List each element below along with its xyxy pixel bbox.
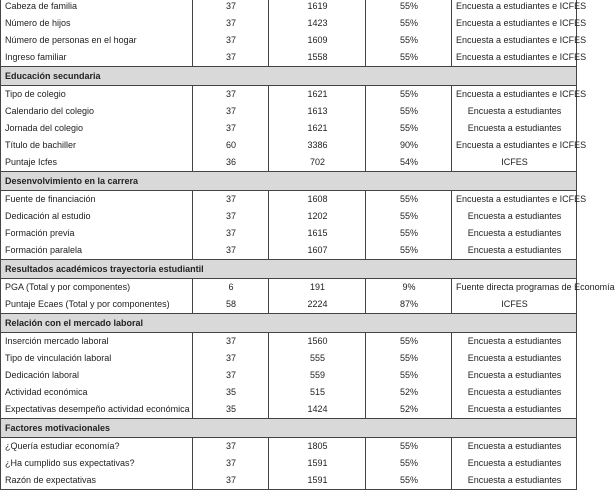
variable-cell: Expectativas desempeño actividad económica <box>1 401 193 419</box>
variable-cell: Ingreso familiar <box>1 49 193 67</box>
source-cell: Encuesta a estudiantes <box>452 472 577 490</box>
section-header-row <box>1 172 577 191</box>
percent-cell: 90% <box>366 137 452 154</box>
count-a-cell: 37 <box>193 438 269 456</box>
section-title: Desenvolvimiento en la carrera <box>1 172 577 191</box>
source-cell: Encuesta a estudiantes <box>452 120 577 137</box>
percent-cell: 55% <box>366 208 452 225</box>
count-b-cell: 555 <box>269 350 366 367</box>
percent-cell: 9% <box>366 279 452 297</box>
percent-cell: 55% <box>366 455 452 472</box>
count-a-cell: 35 <box>193 384 269 401</box>
table-row <box>1 384 577 401</box>
count-b-cell: 559 <box>269 367 366 384</box>
variable-cell: Tipo de vinculación laboral <box>1 350 193 367</box>
count-b-cell: 1607 <box>269 242 366 260</box>
count-a-cell: 37 <box>193 103 269 120</box>
source-cell: Encuesta a estudiantes e ICFES <box>452 86 577 104</box>
count-b-cell: 1619 <box>269 0 366 15</box>
count-b-cell: 1560 <box>269 333 366 351</box>
table-row <box>1 137 577 154</box>
count-a-cell: 37 <box>193 191 269 209</box>
count-b-cell: 515 <box>269 384 366 401</box>
table-row <box>1 367 577 384</box>
count-a-cell: 37 <box>193 242 269 260</box>
count-a-cell: 37 <box>193 86 269 104</box>
variable-cell: Título de bachiller <box>1 137 193 154</box>
count-a-cell: 6 <box>193 279 269 297</box>
source-cell: Encuesta a estudiantes <box>452 438 577 456</box>
percent-cell: 55% <box>366 32 452 49</box>
count-a-cell: 37 <box>193 455 269 472</box>
variable-cell: Actividad económica <box>1 384 193 401</box>
section-header-row <box>1 67 577 86</box>
percent-cell: 54% <box>366 154 452 172</box>
source-cell: Encuesta a estudiantes e ICFES <box>452 0 577 15</box>
table-row <box>1 15 577 32</box>
count-a-cell: 37 <box>193 0 269 15</box>
variable-cell: Fuente de financiación <box>1 191 193 209</box>
source-cell: Encuesta a estudiantes <box>452 333 577 351</box>
source-cell: Encuesta a estudiantes e ICFES <box>452 15 577 32</box>
table-row <box>1 225 577 242</box>
source-cell: Encuesta a estudiantes e ICFES <box>452 49 577 67</box>
count-a-cell: 37 <box>193 367 269 384</box>
percent-cell: 52% <box>366 401 452 419</box>
table-row <box>1 191 577 209</box>
source-cell: Encuesta a estudiantes e ICFES <box>452 137 577 154</box>
percent-cell: 55% <box>366 103 452 120</box>
table-row <box>1 0 577 15</box>
table-row <box>1 242 577 260</box>
section-title: Resultados académicos trayectoria estudiantil <box>1 260 577 279</box>
table-row <box>1 333 577 351</box>
count-a-cell: 37 <box>193 333 269 351</box>
count-b-cell: 1591 <box>269 455 366 472</box>
variable-cell: Inserción mercado laboral <box>1 333 193 351</box>
percent-cell: 87% <box>366 296 452 314</box>
source-cell: Encuesta a estudiantes <box>452 455 577 472</box>
count-b-cell: 1621 <box>269 120 366 137</box>
count-b-cell: 2224 <box>269 296 366 314</box>
count-b-cell: 1424 <box>269 401 366 419</box>
count-b-cell: 1608 <box>269 191 366 209</box>
variable-cell: Razón de expectativas <box>1 472 193 490</box>
section-title: Factores motivacionales <box>1 419 577 438</box>
source-cell: Encuesta a estudiantes <box>452 208 577 225</box>
variable-cell: Dedicación laboral <box>1 367 193 384</box>
count-a-cell: 60 <box>193 137 269 154</box>
count-a-cell: 36 <box>193 154 269 172</box>
percent-cell: 55% <box>366 438 452 456</box>
percent-cell: 55% <box>366 350 452 367</box>
variable-cell: Formación previa <box>1 225 193 242</box>
percent-cell: 52% <box>366 384 452 401</box>
percent-cell: 55% <box>366 120 452 137</box>
variable-cell: Número de hijos <box>1 15 193 32</box>
percent-cell: 55% <box>366 472 452 490</box>
count-b-cell: 1202 <box>269 208 366 225</box>
table-row <box>1 279 577 297</box>
source-cell: ICFES <box>452 296 577 314</box>
table-row <box>1 120 577 137</box>
percent-cell: 55% <box>366 191 452 209</box>
variable-cell: Puntaje Icfes <box>1 154 193 172</box>
count-b-cell: 1423 <box>269 15 366 32</box>
count-a-cell: 58 <box>193 296 269 314</box>
section-header-row <box>1 419 577 438</box>
variable-cell: PGA (Total y por componentes) <box>1 279 193 297</box>
percent-cell: 55% <box>366 367 452 384</box>
source-cell: ICFES <box>452 154 577 172</box>
count-a-cell: 37 <box>193 49 269 67</box>
table-row <box>1 438 577 456</box>
source-cell: Encuesta a estudiantes <box>452 401 577 419</box>
variable-cell: Calendario del colegio <box>1 103 193 120</box>
section-title: Relación con el mercado laboral <box>1 314 577 333</box>
table-row <box>1 472 577 490</box>
variable-cell: Puntaje Ecaes (Total y por componentes) <box>1 296 193 314</box>
source-cell: Encuesta a estudiantes <box>452 350 577 367</box>
count-a-cell: 37 <box>193 15 269 32</box>
table-row <box>1 208 577 225</box>
source-cell: Encuesta a estudiantes e ICFES <box>452 32 577 49</box>
count-b-cell: 1615 <box>269 225 366 242</box>
table-row <box>1 455 577 472</box>
table-row <box>1 49 577 67</box>
count-b-cell: 1591 <box>269 472 366 490</box>
count-b-cell: 1621 <box>269 86 366 104</box>
section-header-row <box>1 314 577 333</box>
count-b-cell: 702 <box>269 154 366 172</box>
variable-cell: ¿Quería estudiar economía? <box>1 438 193 456</box>
table-row <box>1 154 577 172</box>
count-a-cell: 37 <box>193 208 269 225</box>
source-cell: Encuesta a estudiantes <box>452 242 577 260</box>
variable-cell: Cabeza de familia <box>1 0 193 15</box>
section-header-row <box>1 260 577 279</box>
table-body <box>1 0 615 490</box>
count-b-cell: 1613 <box>269 103 366 120</box>
table-row <box>1 86 577 104</box>
count-b-cell: 1558 <box>269 49 366 67</box>
source-cell: Encuesta a estudiantes <box>452 384 577 401</box>
variable-cell: Tipo de colegio <box>1 86 193 104</box>
count-a-cell: 37 <box>193 350 269 367</box>
count-a-cell: 37 <box>193 225 269 242</box>
source-cell: Encuesta a estudiantes <box>452 367 577 384</box>
variable-cell: Dedicación al estudio <box>1 208 193 225</box>
count-a-cell: 35 <box>193 401 269 419</box>
count-b-cell: 1805 <box>269 438 366 456</box>
variable-cell: Número de personas en el hogar <box>1 32 193 49</box>
source-cell: Encuesta a estudiantes <box>452 103 577 120</box>
percent-cell: 55% <box>366 242 452 260</box>
variable-cell: Jornada del colegio <box>1 120 193 137</box>
count-b-cell: 3386 <box>269 137 366 154</box>
percent-cell: 55% <box>366 15 452 32</box>
source-cell: Fuente directa programas de Economía <box>452 279 577 297</box>
count-a-cell: 37 <box>193 32 269 49</box>
percent-cell: 55% <box>366 86 452 104</box>
source-cell: Encuesta a estudiantes <box>452 225 577 242</box>
table-row <box>1 103 577 120</box>
table-row <box>1 296 577 314</box>
count-b-cell: 191 <box>269 279 366 297</box>
count-a-cell: 37 <box>193 120 269 137</box>
section-title: Educación secundaria <box>1 67 577 86</box>
count-b-cell: 1609 <box>269 32 366 49</box>
percent-cell: 55% <box>366 49 452 67</box>
source-cell: Encuesta a estudiantes e ICFES <box>452 191 577 209</box>
table-row <box>1 401 577 419</box>
variable-cell: ¿Ha cumplido sus expectativas? <box>1 455 193 472</box>
table-row <box>1 350 577 367</box>
variable-cell: Formación paralela <box>1 242 193 260</box>
count-a-cell: 37 <box>193 472 269 490</box>
table-row <box>1 32 577 49</box>
percent-cell: 55% <box>366 225 452 242</box>
percent-cell: 55% <box>366 333 452 351</box>
percent-cell: 55% <box>366 0 452 15</box>
